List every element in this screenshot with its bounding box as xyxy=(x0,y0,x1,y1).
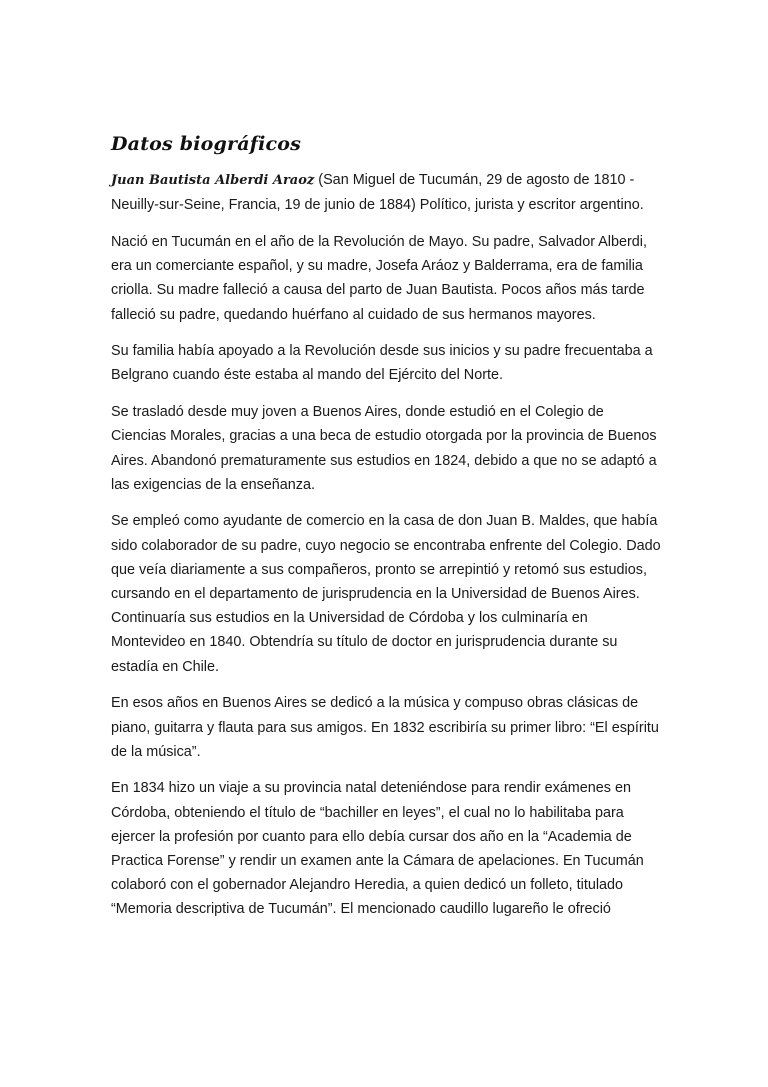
intro-line-rest: (San Miguel de Tucumán, 29 de agosto de 1810 - xyxy=(314,172,635,188)
paragraph-line: Practica Forense” y rendir un examen ante la Cámara de apelaciones. En Tucumán xyxy=(111,853,644,870)
body-paragraph xyxy=(111,509,659,678)
body-paragraph xyxy=(111,339,659,387)
paragraph-line: ejercer la profesión por cuanto para ello debía cursar dos año en la “Academia de xyxy=(111,828,632,845)
paragraph-line: piano, guitarra y flauta para sus amigos. En 1832 escribiría su primer libro: “El espíritu xyxy=(111,719,659,736)
paragraph-line: Se empleó como ayudante de comercio en la casa de don Juan B. Maldes, que había xyxy=(111,513,658,530)
paragraph-line: Córdoba, obteniendo el título de “bachiller en leyes”, el cual no lo habilitaba para xyxy=(111,804,624,821)
intro-line xyxy=(111,168,659,193)
body-paragraphs xyxy=(111,230,659,922)
paragraph-line: Su familia había apoyado a la Revolución desde sus inicios y su padre frecuentaba a xyxy=(111,343,653,360)
paragraph-line: estadía en Chile. xyxy=(111,658,220,675)
paragraph-line: Montevideo en 1840. Obtendría su título de doctor en jurisprudencia durante su xyxy=(111,634,618,651)
paragraph-line: Nació en Tucumán en el año de la Revolución de Mayo. Su padre, Salvador Alberdi, xyxy=(111,233,647,250)
document-title: Datos biográficos xyxy=(111,133,302,155)
body-paragraph xyxy=(111,776,659,921)
paragraph-line: “Memoria descriptiva de Tucumán”. El mencionado caudillo lugareño le ofreció xyxy=(111,901,611,918)
paragraph-line: Ciencias Morales, gracias a una beca de estudio otorgada por la provincia de Buenos xyxy=(111,428,657,445)
body-paragraph xyxy=(111,230,659,327)
intro-paragraph xyxy=(111,168,659,217)
paragraph-line: sido colaborador de su padre, cuyo negocio se encontraba enfrente del Colegio. Dado xyxy=(111,537,661,554)
paragraph-line: era un comerciante español, y su madre, Josefa Aráoz y Balderrama, era de familia xyxy=(111,258,643,275)
paragraph-line: Aires. Abandonó prematuramente sus estudios en 1824, debido a que no se adaptó a xyxy=(111,452,657,469)
paragraph-line: En 1834 hizo un viaje a su provincia natal deteniéndose para rendir exámenes en xyxy=(111,780,632,797)
paragraph-line: criolla. Su madre falleció a causa del parto de Juan Bautista. Pocos años más tarde xyxy=(111,282,645,299)
intro-line: Neuilly-sur-Seine, Francia, 19 de junio de 1884) Político, jurista y escritor argentino. xyxy=(111,197,644,214)
paragraph-line: Belgrano cuando éste estaba al mando del Ejército del Norte. xyxy=(111,367,503,384)
paragraph-line: Continuaría sus estudios en la Universidad de Córdoba y los culminaría en xyxy=(111,610,588,627)
paragraph-line: En esos años en Buenos Aires se dedicó a la música y compuso obras clásicas de xyxy=(111,695,639,712)
paragraph-line: Se trasladó desde muy joven a Buenos Aires, donde estudió en el Colegio de xyxy=(111,404,604,421)
body-paragraph xyxy=(111,691,659,764)
body-paragraph xyxy=(111,400,659,497)
paragraph-line: que veía diariamente a sus compañeros, pronto se arrepintió y retomó sus estudios, xyxy=(111,561,647,578)
paragraph-line: colaboró con el gobernador Alejandro Heredia, a quien dedicó un folleto, titulado xyxy=(111,877,624,894)
person-name: Juan Bautista Alberdi Araoz xyxy=(111,173,315,188)
paragraph-line: falleció su padre, quedando huérfano al cuidado de sus hermanos mayores. xyxy=(111,306,596,323)
paragraph-line: de la música”. xyxy=(111,743,201,760)
document-page xyxy=(111,132,659,934)
paragraph-line: las exigencias de la enseñanza. xyxy=(111,476,316,493)
paragraph-line: cursando en el departamento de jurisprudencia en la Universidad de Buenos Aires. xyxy=(111,586,640,603)
